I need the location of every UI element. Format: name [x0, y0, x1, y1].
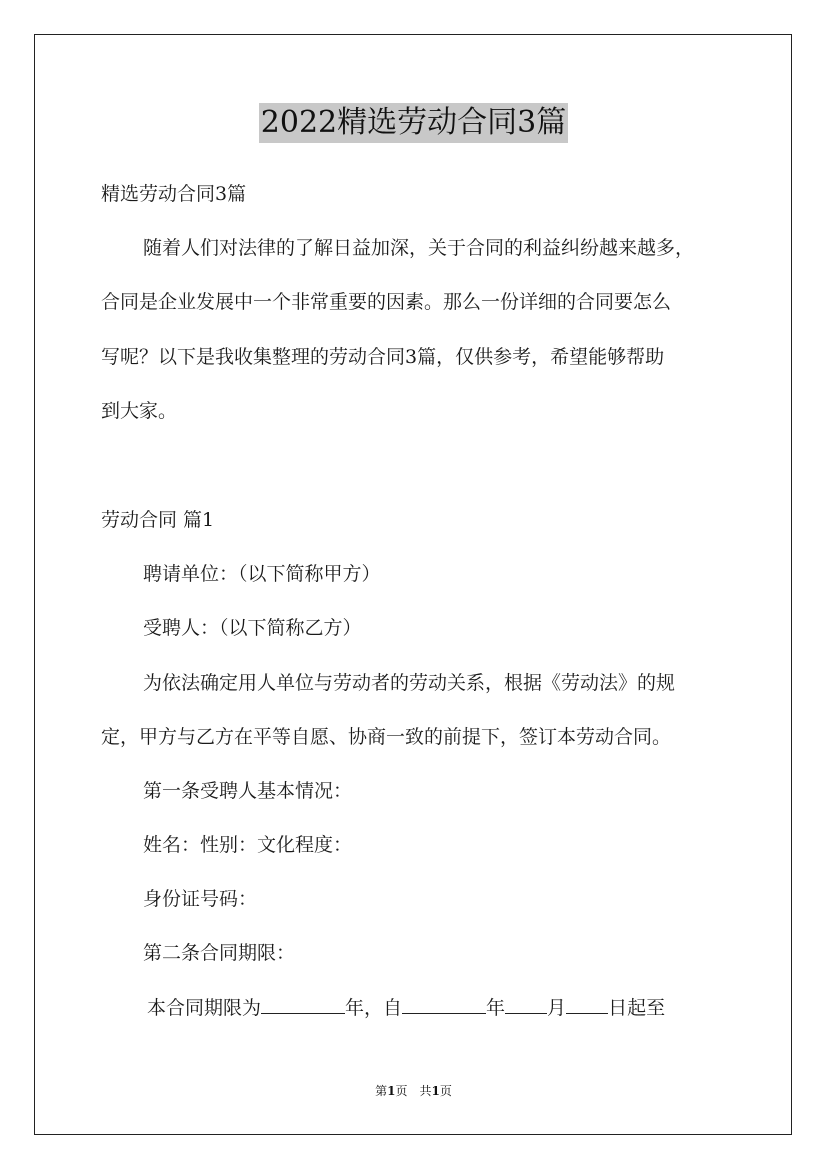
footer-total-pages: 1 [431, 1084, 440, 1098]
term-text-2: 年，自 [345, 997, 403, 1019]
intro-line-2: 合同是企业发展中一个非常重要的因素。那么一份详细的合同要怎么 [101, 291, 672, 313]
section-heading: 劳动合同 篇1 [101, 509, 215, 531]
id-number-field: 身份证号码： [143, 888, 258, 910]
term-text-5: 日起至 [608, 997, 666, 1019]
footer-prefix: 第 [375, 1084, 388, 1098]
purpose-line-2: 定，甲方与乙方在平等自愿、协商一致的前提下，签订本劳动合同。 [101, 726, 672, 748]
footer-page-number: 1 [387, 1084, 396, 1098]
intro-line-3: 写呢？以下是我收集整理的劳动合同3篇，仅供参考，希望能够帮助 [101, 346, 665, 368]
term-text-1: 本合同期限为 [147, 997, 262, 1019]
page-footer [0, 1083, 827, 1099]
employer-line: 聘请单位：（以下简称甲方） [143, 563, 381, 585]
document-title: 2022精选劳动合同3篇 [259, 103, 568, 143]
term-text-3: 年 [486, 997, 506, 1019]
start-month-blank [505, 995, 547, 1014]
title-wrap [0, 103, 827, 143]
term-line [147, 995, 665, 1020]
intro-line-1: 随着人们对法律的了解日益加深，关于合同的利益纠纷越来越多， [143, 237, 695, 259]
intro-line-4: 到大家。 [101, 400, 178, 422]
start-year-blank [402, 995, 486, 1014]
article2-heading: 第二条合同期限： [143, 942, 296, 964]
footer-suffix: 页 [439, 1084, 452, 1098]
article1-heading: 第一条受聘人基本情况： [143, 780, 353, 802]
purpose-line-1: 为依法确定用人单位与劳动者的劳动关系，根据《劳动法》的规 [143, 672, 676, 694]
term-years-blank [261, 995, 345, 1014]
article1-fields: 姓名：性别：文化程度： [143, 834, 353, 856]
term-text-4: 月 [547, 997, 567, 1019]
start-day-blank [566, 995, 608, 1014]
employee-line: 受聘人：（以下简称乙方） [143, 617, 362, 639]
footer-mid: 页 共 [395, 1084, 432, 1098]
document-subtitle: 精选劳动合同3篇 [101, 183, 247, 205]
